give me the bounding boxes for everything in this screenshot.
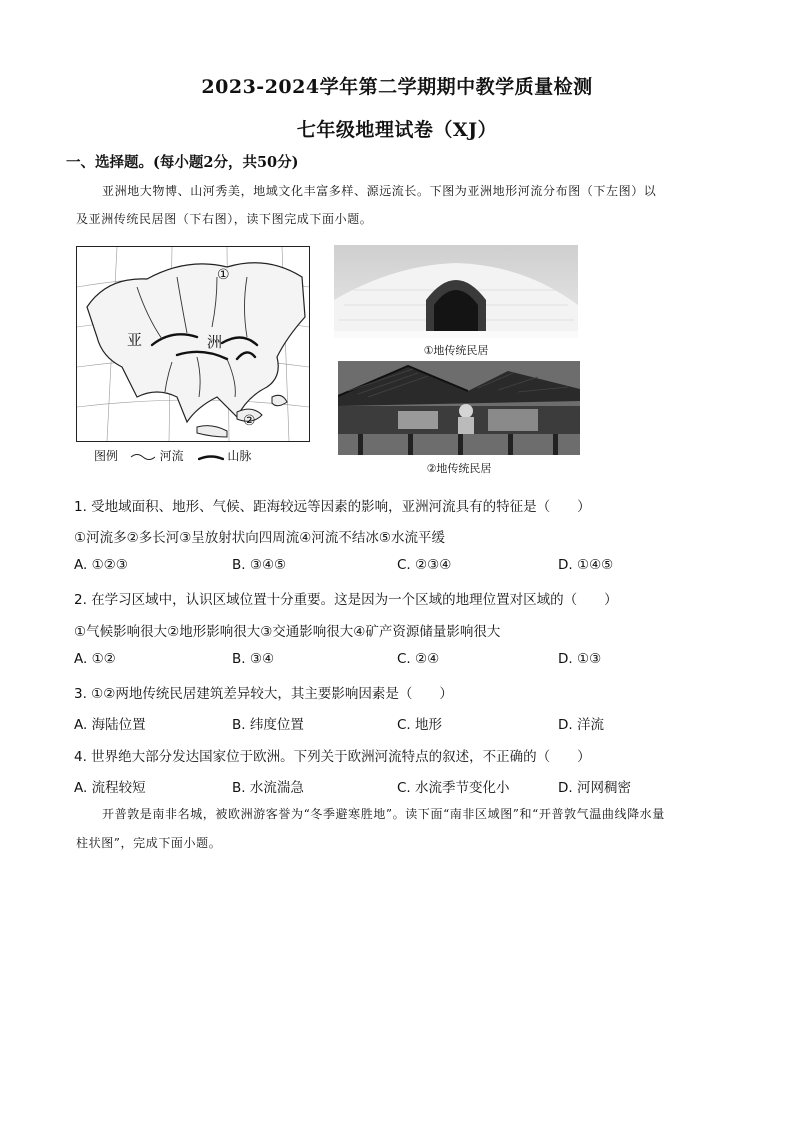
question-1-option-c[interactable]: C. ②③④ (397, 557, 452, 573)
river-legend-icon (130, 452, 156, 462)
snow-house-image (334, 245, 578, 338)
exam-subtitle: 七年级地理试卷（XJ） (296, 119, 498, 141)
map-label-ya: 亚 (127, 331, 143, 349)
question-1-option-a[interactable]: A. ①②③ (74, 557, 128, 573)
question-4-option-b[interactable]: B. 水流湍急 (232, 780, 304, 796)
intro2-paragraph-line1: 开普敦是南非名城，被欧洲游客誉为“冬季避寒胜地”。读下面“南非区域图”和“开普敦气温曲线降水量 (102, 807, 665, 821)
photo-snow-house (334, 245, 578, 338)
photo-stilt-house (338, 361, 580, 455)
question-4-option-d[interactable]: D. 河网稠密 (558, 780, 631, 796)
mountain-legend-icon (198, 452, 224, 462)
question-1-stem: 1. 受地域面积、地形、气候、距海较远等因素的影响，亚洲河流具有的特征是（ ） (74, 499, 591, 515)
legend-mountain-label: 山脉 (227, 449, 252, 463)
question-3-option-c[interactable]: C. 地形 (397, 717, 443, 733)
photo2-caption: ②地传统民居 (426, 462, 492, 475)
legend-prefix: 图例 (94, 449, 119, 463)
stilt-house-image (338, 361, 580, 455)
question-4-option-c[interactable]: C. 水流季节变化小 (397, 780, 510, 796)
question-2-option-b[interactable]: B. ③④ (232, 651, 275, 667)
question-4-option-a[interactable]: A. 流程较短 (74, 780, 146, 796)
legend-river-label: 河流 (159, 449, 184, 463)
question-1-statements: ①河流多②多长河③呈放射状向四周流④河流不结冰⑤水流平缓 (74, 530, 446, 546)
question-4-stem: 4. 世界绝大部分发达国家位于欧洲。下列关于欧洲河流特点的叙述，不正确的（ ） (74, 749, 591, 765)
map-legend (94, 447, 251, 464)
question-3-stem: 3. ①②两地传统民居建筑差异较大，其主要影响因素是（ ） (74, 686, 453, 702)
question-1-option-d[interactable]: D. ①④⑤ (558, 557, 614, 573)
question-2-option-a[interactable]: A. ①② (74, 651, 116, 667)
intro-paragraph-line1: 亚洲地大物博、山河秀美，地域文化丰富多样、源远流长。下图为亚洲地形河流分布图（下左图）以 (102, 184, 657, 198)
map-marker-1: ① (217, 267, 230, 283)
asia-map (76, 246, 310, 442)
question-3-option-d[interactable]: D. 洋流 (558, 717, 604, 733)
question-1-option-b[interactable]: B. ③④⑤ (232, 557, 287, 573)
exam-title: 2023-2024学年第二学期期中教学质量检测 (201, 76, 593, 98)
question-2-option-c[interactable]: C. ②④ (397, 651, 440, 667)
section-heading: 一、选择题。(每小题2分，共50分) (66, 154, 299, 171)
question-2-option-d[interactable]: D. ①③ (558, 651, 602, 667)
photo1-caption: ①地传统民居 (423, 344, 489, 357)
question-3-option-b[interactable]: B. 纬度位置 (232, 717, 304, 733)
question-2-stem: 2. 在学习区域中，认识区域位置十分重要。这是因为一个区域的地理位置对区域的（ ） (74, 592, 618, 608)
question-3-option-a[interactable]: A. 海陆位置 (74, 717, 146, 733)
map-marker-2: ② (243, 413, 256, 429)
intro2-paragraph-line2: 柱状图”，完成下面小题。 (76, 836, 222, 850)
map-label-zhou: 洲 (207, 333, 223, 351)
asia-map-drawing (77, 247, 309, 441)
intro-paragraph-line2: 及亚洲传统民居图（下右图），读下图完成下面小题。 (76, 212, 373, 226)
question-2-statements: ①气候影响很大②地形影响很大③交通影响很大④矿产资源储量影响很大 (74, 624, 501, 640)
